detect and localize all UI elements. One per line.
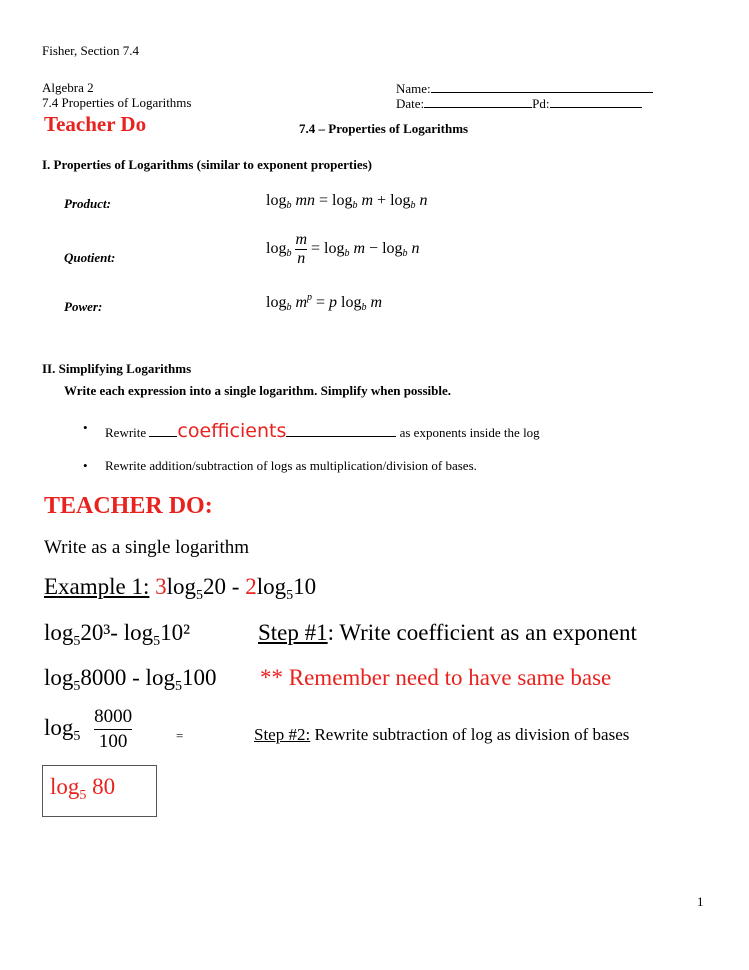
step-1-label: Step #1 [258,620,328,645]
bullet-coefficients [105,420,540,442]
step-2-label: Step #2: [254,725,311,744]
quotient-formula: $\log_b$ $\frac{m}{n}$ = $\log_b m - \log_b n$ [266,231,420,267]
quotient-label: Quotient: [64,250,116,265]
source-line: Fisher, Section 7.4 [42,43,139,58]
section-2-instruction: Write each expression into a single logarithm. Simplify when possible. [64,383,452,398]
fraction-denominator: 100 [94,729,132,754]
name-label: Name: [396,81,431,96]
blank-right [286,424,396,437]
date-label: Date: [396,96,425,111]
pd-blank[interactable] [550,95,642,108]
page-number: 1 [697,894,704,909]
power-label: Power: [64,299,103,314]
page-title: 7.4 – Properties of Logarithms [299,121,469,136]
fraction-8000-100 [94,705,132,754]
name-blank[interactable] [431,80,653,93]
step-2-note [254,725,629,745]
blank-left [149,424,177,437]
step-2-text: Rewrite subtraction of log as division of bases [314,725,630,744]
step-1-note [258,620,637,646]
section-1-heading: I. Properties of Logarithms (similar to exponent properties) [42,157,373,172]
pd-label: Pd: [532,96,550,111]
coefficient-2: 2 [245,574,257,599]
date-field[interactable] [396,95,642,112]
step-expanded-expression: $\log_58000 - \log_5100$ [44,665,217,694]
product-formula: $\log_b$ mn = $\log_b m + \log_b n$ [266,192,428,211]
equals-sign: = [176,728,184,743]
date-blank[interactable] [424,95,532,108]
bullet-1-suffix: as exponents inside the log [399,425,540,440]
step-2-expression: $\log_5$ $\frac{8000}{100}$ [44,706,133,752]
example-label: Example 1: [44,574,150,599]
bullet-1-prefix: Rewrite [105,425,147,440]
final-answer: $\log_5 80$ [50,774,116,803]
same-base-reminder: ** Remember need to have same base [260,665,612,690]
step-1-expression: $\log_520^3-$ $\log_510^2$ [44,620,190,649]
power-formula: $\log_b m^p = p$ $\log_b m$ [266,292,383,313]
lesson-label: 7.4 Properties of Logarithms [42,95,192,110]
coefficient-3: 3 [155,574,167,599]
teacher-do-heading: TEACHER DO: [44,493,213,519]
fraction-numerator: 8000 [94,706,133,727]
single-log-prompt: Write as a single logarithm [44,537,250,558]
teacher-do-title: Teacher Do [44,112,147,136]
answer-value: 80 [92,774,116,799]
product-label: Product: [64,196,111,211]
example-1: Example 1: $3\log_520 - 2\log_510$ [44,574,317,603]
step-1-text: : Write coefficient as an exponent [327,620,637,645]
coefficients-fill: coefficients [177,420,287,442]
bullet-addition: • Rewrite addition/subtraction of logs as multiplication/division of bases. [105,458,477,474]
course-label: Algebra 2 [42,80,94,95]
section-2-heading: II. Simplifying Logarithms [42,361,192,376]
